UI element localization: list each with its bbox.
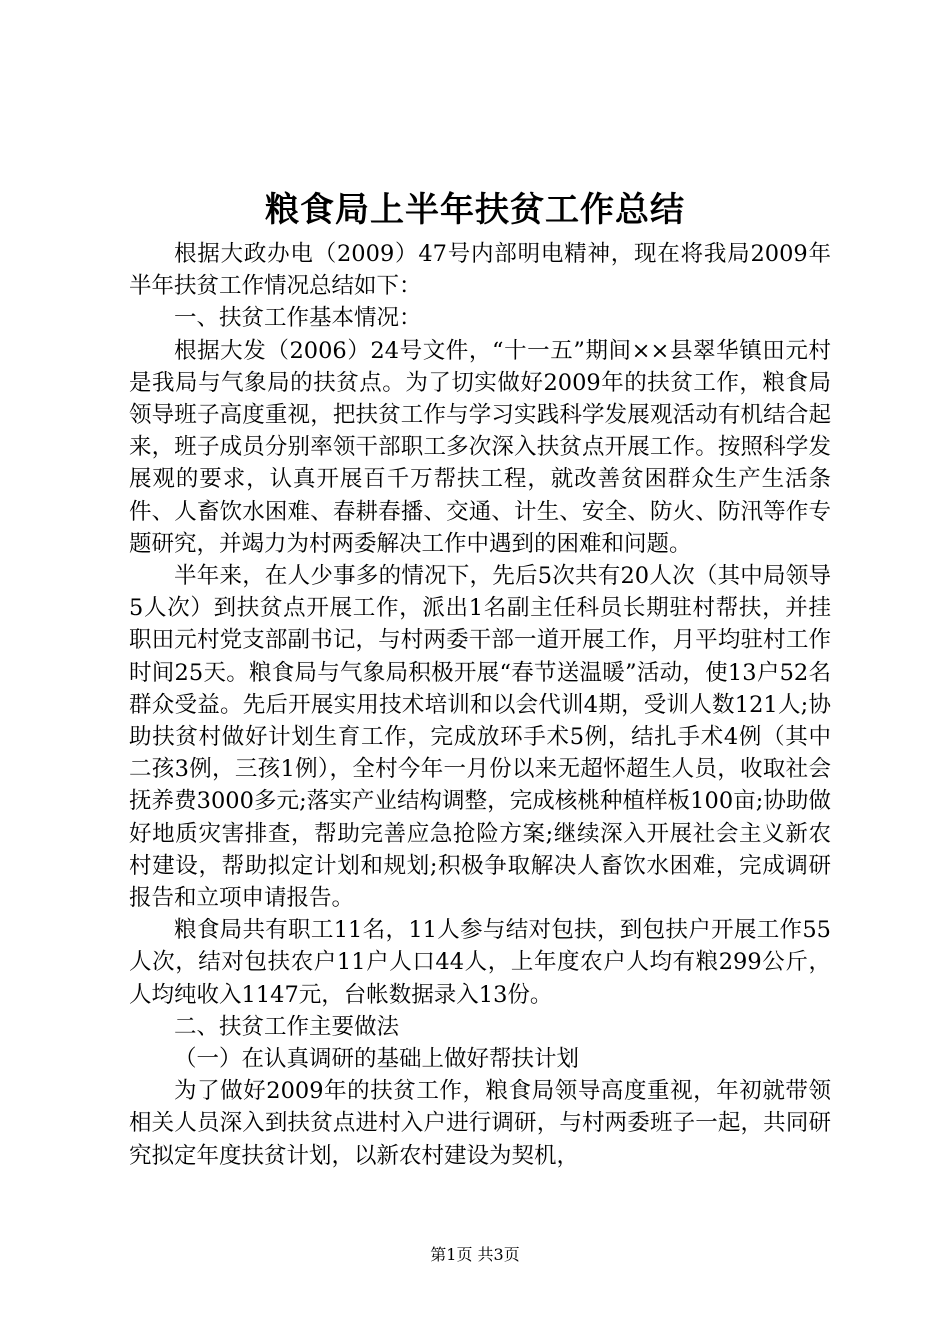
paragraph-research-plan: 为了做好2009年的扶贫工作，粮食局领导高度重视，年初就带领相关人员深入到扶贫点进村入户进行调研，与村两委班子一起，共同研究拟定年度扶贫计划，以新农村建设为契机， (129, 1078, 831, 1169)
document-body (129, 238, 831, 1172)
section-heading-1: 一、扶贫工作基本情况： (174, 305, 422, 332)
page-number-footer: 第1页 共3页 (430, 1245, 520, 1264)
paragraph-staff-pairing: 粮食局共有职工11名，11人参与结对包扶，到包扶户开展工作55人次，结对包扶农户11户人口44人，上年度农户人均有粮299公斤，人均纯收入1147元，台帐数据录入13份。 (129, 917, 831, 1008)
paragraph-background: 根据大发（2006）24号文件，“十一五”期间××县翠华镇田元村是我局与气象局的扶贫点。为了切实做好2009年的扶贫工作，粮食局领导班子高度重视，把扶贫工作与学习实践科学发展观活动有机结合起来，班子成员分别率领干部职工多次深入扶贫点开展工作。按照科学发展观的要求，认真开展百千万帮扶工程，就改善贫困群众生产生活条件、人畜饮水困难、春耕春播、交通、计生、安全、防火、防汛等作专题研究，并竭力为村两委解决工作中遇到的困难和问题。 (129, 337, 831, 557)
paragraph-half-year-work: 半年来，在人少事多的情况下，先后5次共有20人次（其中局领导5人次）到扶贫点开展工作，派出1名副主任科员长期驻村帮扶，并挂职田元村党支部副书记，与村两委干部一道开展工作，月平均驻村工作时间25天。粮食局与气象局积极开展“春节送温暖”活动，使13户52名群众受益。先后开展实用技术培训和以会代训4期，受训人数121人;协助扶贫村做好计划生育工作，完成放环手术5例，结扎手术4例（其中二孩3例，三孩1例），全村今年一月份以来无超怀超生人员，收取社会抚养费3000多元;落实产业结构调整，完成核桃种植样板100亩;协助做好地质灾害排查，帮助完善应急抢险方案;继续深入开展社会主义新农村建设，帮助拟定计划和规划;积极争取解决人畜饮水困难，完成调研报告和立项申请报告。 (129, 563, 831, 912)
paragraph-intro: 根据大政办电（2009）47号内部明电精神，现在将我局2009年半年扶贫工作情况总结如下： (129, 241, 831, 300)
section-heading-2: 二、扶贫工作主要做法 (174, 1013, 400, 1040)
subsection-heading-1: （一）在认真调研的基础上做好帮扶计划 (174, 1046, 580, 1073)
document-title: 粮食局上半年扶贫工作总结 (265, 190, 685, 230)
